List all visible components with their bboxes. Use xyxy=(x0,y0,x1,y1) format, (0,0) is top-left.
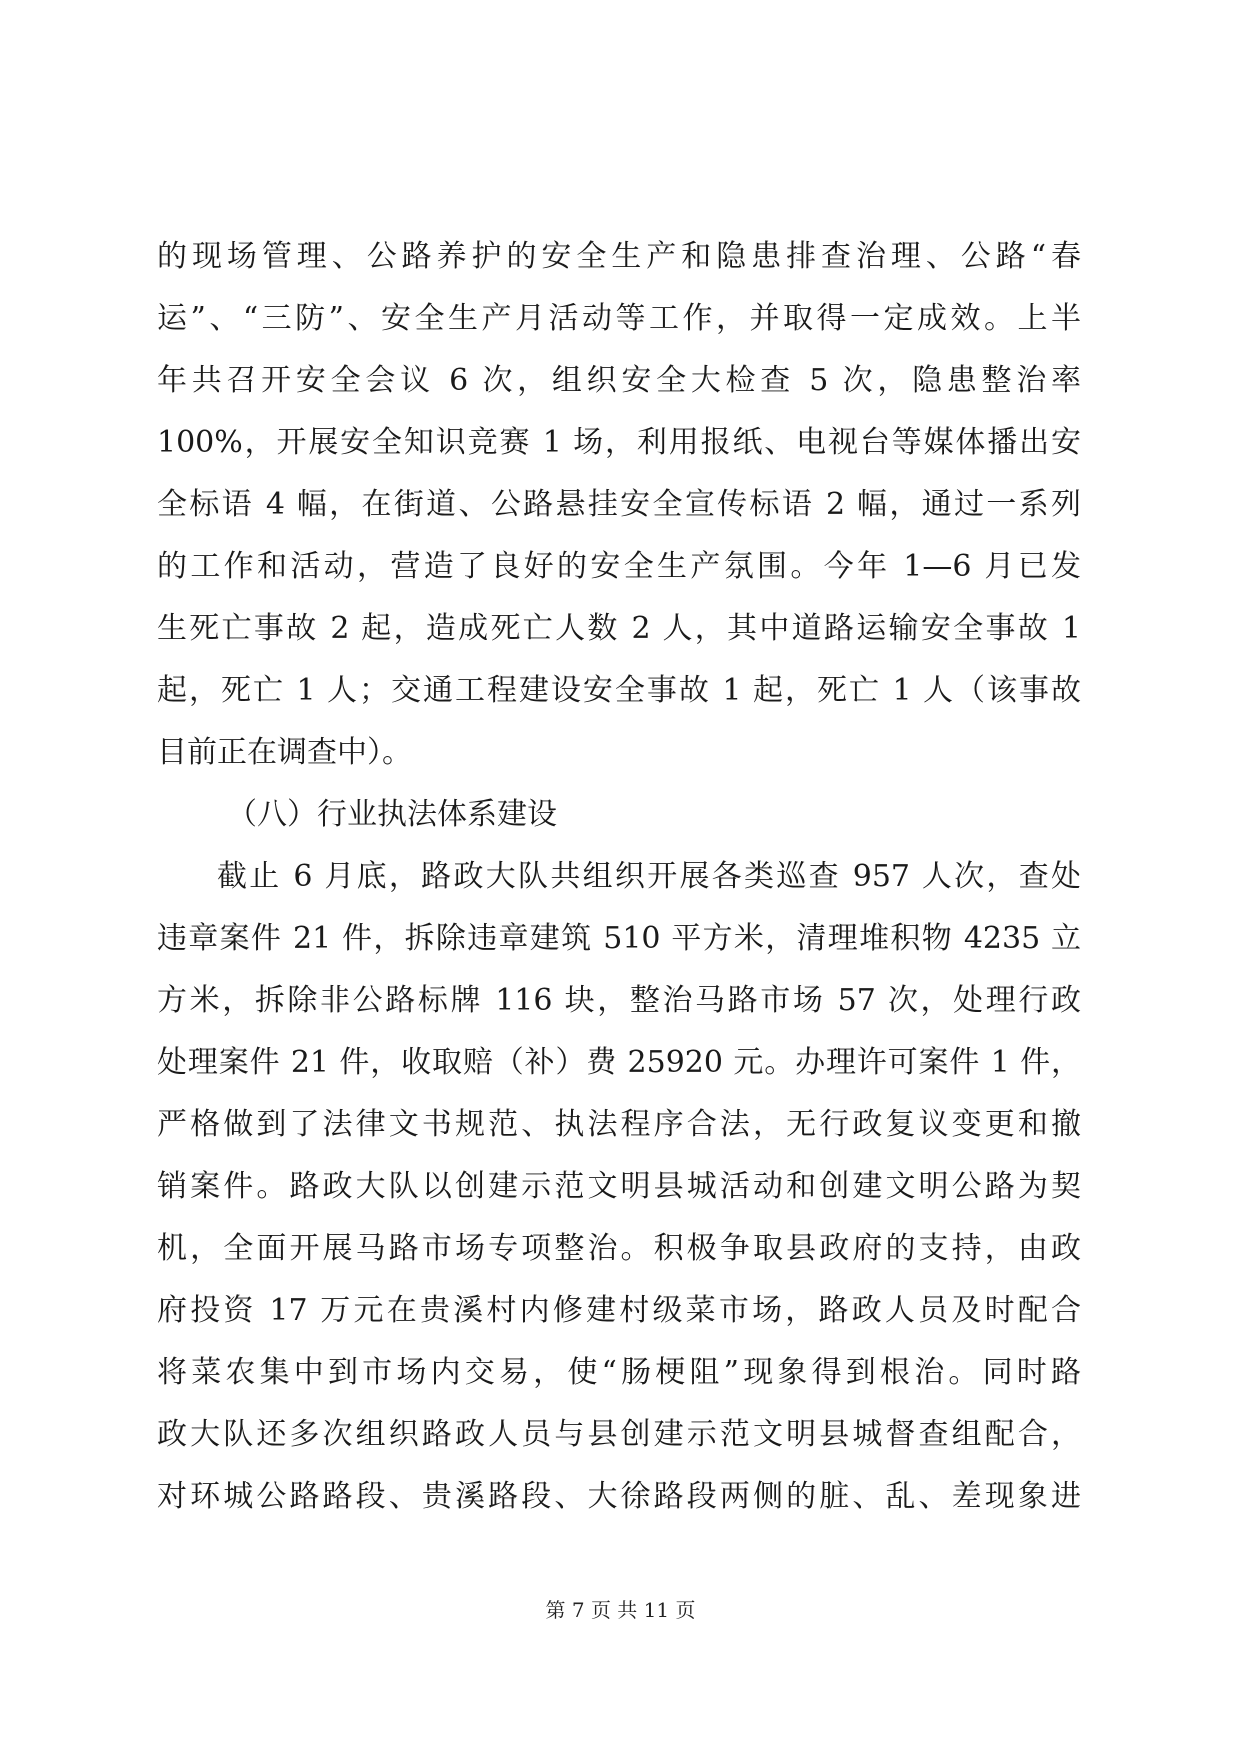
paragraph-safety-work xyxy=(157,226,1081,784)
paragraph-line: 机，全面开展马路市场专项整治。积极争取县政府的支持，由政 xyxy=(157,1231,1081,1266)
paragraph-line: 将菜农集中到市场内交易，使“肠梗阻”现象得到根治。同时路 xyxy=(157,1355,1081,1390)
paragraph-line: 截止 6 月底，路政大队共组织开展各类巡查 957 人次，查处 xyxy=(217,859,1081,894)
paragraph-line: 起，死亡 1 人；交通工程建设安全事故 1 起，死亡 1 人（该事故 xyxy=(157,673,1081,708)
paragraph-line: 年共召开安全会议 6 次，组织安全大检查 5 次，隐患整治率 xyxy=(157,363,1081,398)
paragraph-line: 违章案件 21 件，拆除违章建筑 510 平方米，清理堆积物 4235 立 xyxy=(157,921,1081,956)
paragraph-line: 方米，拆除非公路标牌 116 块，整治马路市场 57 次，处理行政 xyxy=(157,983,1081,1018)
paragraph-line: 的现场管理、公路养护的安全生产和隐患排查治理、公路“春 xyxy=(157,239,1081,274)
paragraph-line: 对环城公路路段、贵溪路段、大徐路段两侧的脏、乱、差现象进 xyxy=(157,1479,1081,1514)
paragraph-line: 目前正在调查中）。 xyxy=(157,735,412,770)
paragraph-line: 运”、“三防”、安全生产月活动等工作，并取得一定成效。上半 xyxy=(157,301,1081,336)
paragraph-line: 的工作和活动，营造了良好的安全生产氛围。今年 1—6 月已发 xyxy=(157,549,1081,584)
paragraph-law-enforcement xyxy=(157,846,1081,1528)
paragraph-line: 政大队还多次组织路政人员与县创建示范文明县城督查组配合， xyxy=(157,1417,1081,1452)
paragraph-line: 生死亡事故 2 起，造成死亡人数 2 人，其中道路运输安全事故 1 xyxy=(157,611,1081,646)
page-footer xyxy=(0,1596,1241,1624)
paragraph-line: 严格做到了法律文书规范、执法程序合法，无行政复议变更和撤 xyxy=(157,1107,1081,1142)
page-indicator: 第 7 页 共 11 页 xyxy=(545,1598,696,1622)
paragraph-line: 全标语 4 幅，在街道、公路悬挂安全宣传标语 2 幅，通过一系列 xyxy=(157,487,1081,522)
section-heading: （八）行业执法体系建设 xyxy=(227,797,557,832)
paragraph-line: 销案件。路政大队以创建示范文明县城活动和创建文明公路为契 xyxy=(157,1169,1081,1204)
paragraph-line: 100%，开展安全知识竞赛 1 场，利用报纸、电视台等媒体播出安 xyxy=(157,425,1081,460)
paragraph-line: 府投资 17 万元在贵溪村内修建村级菜市场，路政人员及时配合 xyxy=(157,1293,1081,1328)
paragraph-line: 处理案件 21 件，收取赔（补）费 25920 元。办理许可案件 1 件， xyxy=(157,1045,1081,1080)
